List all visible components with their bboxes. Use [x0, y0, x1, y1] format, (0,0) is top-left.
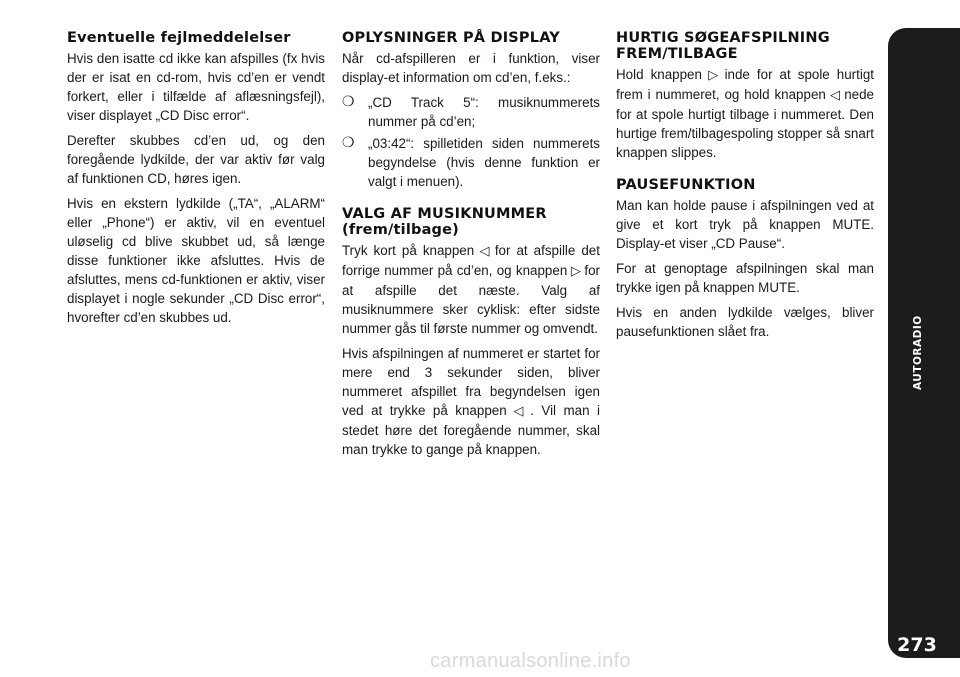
list-item [342, 134, 600, 191]
paragraph: Hvis en ekstern lydkilde („TA“, „ALARM“ eller „Phone“) er aktiv, vil en eventuel uløselig cd blive skubbet ud, så længe disse funktioner ikke afsluttes. Hvis de afsluttes, mens cd-funktionen er aktiv, viser displayet i nogle sekunder „CD Disc error“, hvorefter cd’en skubbes ud. [67, 196, 325, 325]
text-run: for at afspille det forrige nummer på cd’en, og knappen [342, 243, 600, 278]
list-item-text: „03:42“: spilletiden siden nummerets begyndelse (hvis denne funktion er valgt i menuen). [368, 136, 600, 189]
paragraph: Hvis den isatte cd ikke kan afspilles (fx hvis der er isat en cd-rom, hvis cd’en er vendt forkert, eller i tilfælde af aflæsningsfejl), viser displayet „CD Disc error“. [67, 51, 325, 123]
paragraph: Når cd-afspilleren er i funktion, viser display-et information om cd’en, f.eks.: [342, 51, 600, 85]
column-right [616, 30, 874, 347]
section-heading-error-messages: Eventuelle fejlmeddelelser [67, 30, 291, 46]
text-run: . Vil man i stedet høre det foregående nummer, skal man trykke to gange på knappen. [342, 403, 601, 457]
next-triangle-icon: ▷ [704, 68, 722, 83]
circle-bullet-icon: ❍ [342, 135, 355, 151]
paragraph [342, 344, 600, 459]
text-run: Tryk kort på knappen [342, 243, 475, 258]
text-run: nede for at spole hurtigt tilbage i nummeret. Den hurtige frem/tilbagespoling stopper så snart knappen slippes. [616, 87, 874, 160]
next-triangle-icon: ▷ [570, 264, 582, 279]
paragraph: Derefter skubbes cd’en ud, og den foregående lydkilde, der var aktiv før valg af funktionen CD, høres igen. [67, 133, 325, 186]
text-run: Hold knappen [616, 67, 702, 82]
list-item [342, 93, 600, 131]
text-run: inde for at spole hurtigt frem i nummeret, og hold knappen [616, 67, 874, 102]
previous-triangle-icon: ◁ [828, 88, 842, 103]
page-number: 273 [897, 634, 937, 656]
section-heading-fast-search: HURTIG SØGEAFSPILNING FREM/TILBAGE [616, 30, 830, 62]
paragraph: Man kan holde pause i afspilningen ved at give et kort tryk på knappen MUTE. Display-et viser „CD Pause“. [616, 198, 874, 251]
chapter-label: AUTORADIO [912, 315, 924, 390]
section-heading-pause: PAUSEFUNKTION [616, 177, 756, 193]
column-left [67, 30, 325, 333]
section-heading-track-select: VALG AF MUSIKNUMMER (frem/tilbage) [342, 206, 547, 238]
column-middle [342, 30, 600, 465]
paragraph: Hvis en anden lydkilde vælges, bliver pausefunktionen slået fra. [616, 305, 874, 339]
paragraph [616, 65, 874, 162]
text-run: Hvis afspilningen af nummeret er startet for mere end 3 sekunder siden, bliver nummeret afspillet fra begyndelsen igen ved at trykke på knappen [342, 346, 600, 418]
paragraph [342, 241, 600, 338]
circle-bullet-icon: ❍ [342, 94, 355, 110]
bullet-list [342, 93, 600, 191]
previous-triangle-icon: ◁ [509, 404, 528, 419]
watermark-text: carmanualsonline.info [430, 650, 631, 672]
list-item-text: „CD Track 5“: musiknummerets nummer på cd’en; [368, 95, 600, 129]
previous-triangle-icon: ◁ [477, 244, 492, 259]
text-run: for at afspille det næste. Valg af musiknummere sker cyklisk: efter sidste nummer gås til første nummer og omvendt. [342, 263, 600, 336]
paragraph: For at genoptage afspilningen skal man trykke igen på knappen MUTE. [616, 261, 874, 295]
section-heading-display-info: OPLYSNINGER PÅ DISPLAY [342, 30, 560, 46]
